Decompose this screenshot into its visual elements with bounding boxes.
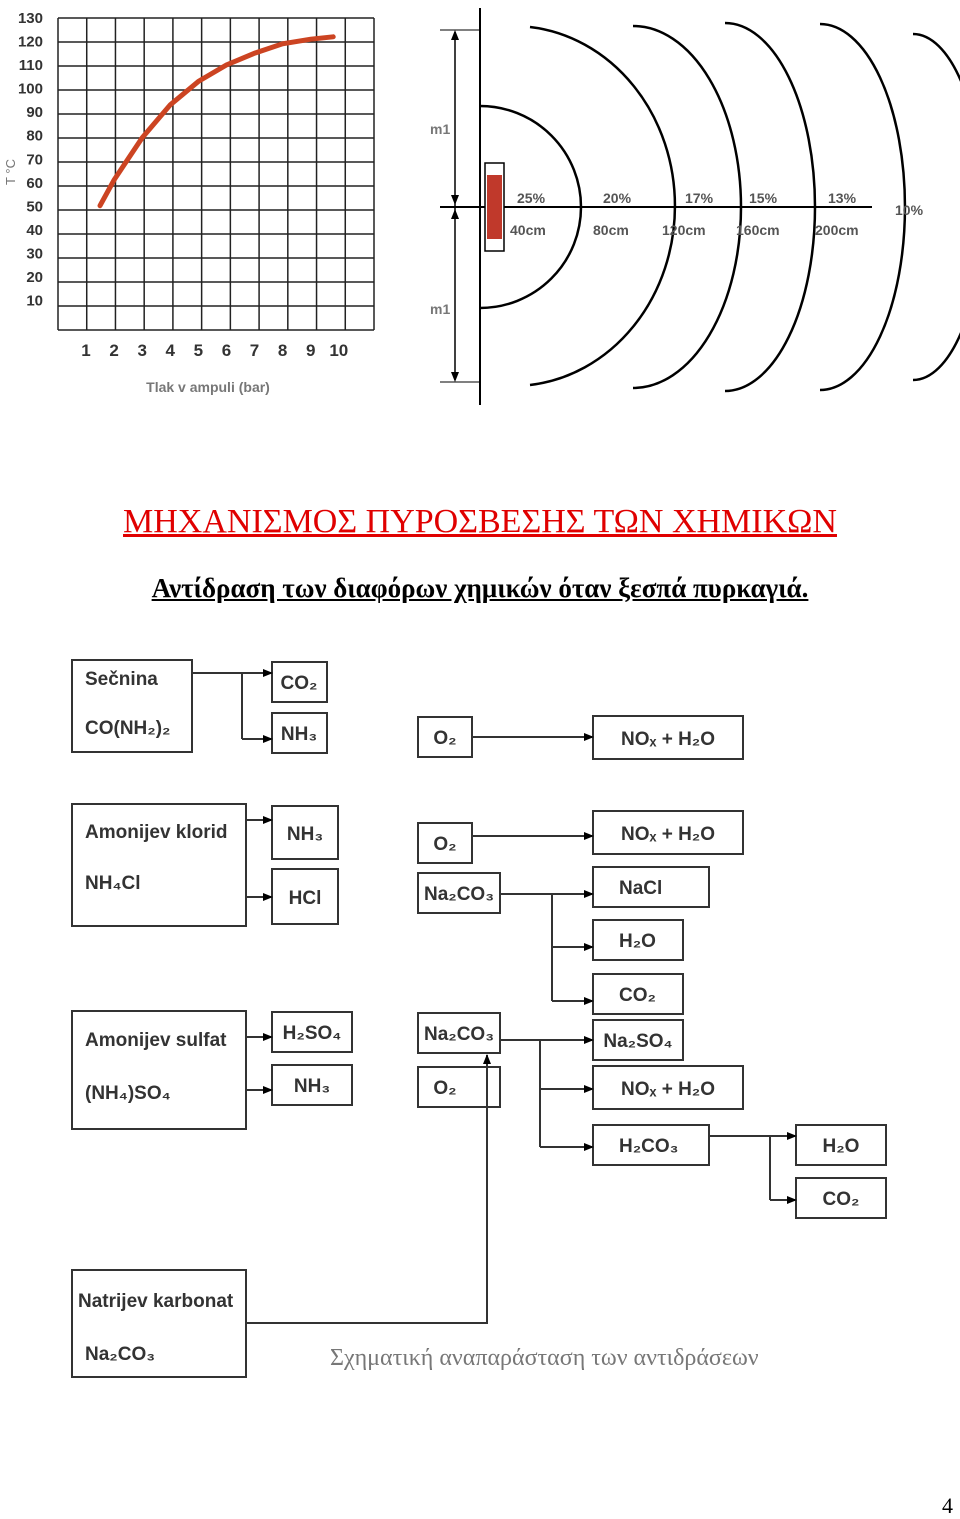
nh3-label: NH₃ (286, 824, 324, 845)
y-tick-label: 110 (18, 57, 43, 75)
x-tick-label: 8 (277, 341, 288, 360)
m1-top-label: m1 (430, 121, 451, 137)
h2co3-label: H₂CO₃ (619, 1136, 679, 1157)
chart-x-label: Tlak v ampuli (bar) (146, 379, 270, 395)
y-tick-label: 100 (17, 80, 43, 98)
o2-label: O₂ (433, 1078, 457, 1099)
zone-percent-3: 17% (685, 190, 714, 206)
y-tick-label: 60 (26, 174, 43, 192)
concentration-zone-diagram (400, 0, 960, 410)
zone-percent-6: 10% (895, 202, 924, 218)
arrow-up-icon (451, 30, 459, 40)
ammonium-sulfate-formula: (NH₄)SO₄ (85, 1083, 171, 1104)
connector (500, 1040, 540, 1147)
na2co3-label: Na₂CO₃ (423, 884, 495, 905)
hcl-label: HCl (288, 888, 322, 909)
connector (709, 1136, 770, 1200)
o2-label: O₂ (433, 728, 457, 749)
zone-distance-2: 80cm (593, 222, 629, 238)
y-tick-label: 20 (26, 269, 43, 287)
temperature-pressure-chart (0, 0, 400, 410)
page-title: ΜΗΧΑΝΙΣΜΟΣ ΠΥΡΟΣΒΕΣΗΣ ΤΩΝ ΧΗΜΙΚΩΝ (123, 503, 837, 540)
nox-label: NOₓ + H₂O (620, 824, 716, 845)
zone-distance-3: 120cm (662, 222, 706, 238)
urea-formula: CO(NH₂)₂ (85, 718, 171, 739)
y-tick-label: 80 (26, 127, 43, 145)
x-tick-label: 1 (81, 341, 91, 360)
page-number: 4 (942, 1493, 953, 1518)
nh3-label: NH₃ (293, 1076, 331, 1097)
urea-name: Sečnina (85, 669, 158, 690)
zone-distance-5: 200cm (815, 222, 859, 238)
x-tick-label: 4 (165, 341, 176, 360)
na2so4-label: Na₂SO₄ (603, 1031, 673, 1052)
h2o-label: H₂O (619, 931, 656, 952)
x-tick-label: 2 (109, 341, 119, 360)
figure-caption: Σχηματική αναπαράσταση των αντιδράσεων (330, 1345, 759, 1371)
y-tick-label: 70 (26, 151, 43, 169)
x-tick-label: 10 (329, 341, 349, 360)
ammonium-chloride-formula: NH₄Cl (85, 873, 141, 894)
h2so4-label: H₂SO₄ (282, 1023, 342, 1044)
y-tick-label: 90 (26, 104, 43, 122)
y-tick-label: 120 (17, 33, 43, 51)
zone-percent-2: 20% (603, 190, 632, 206)
x-tick-label: 3 (137, 341, 147, 360)
cylinder-fill (487, 175, 502, 239)
y-tick-label: 130 (17, 10, 43, 27)
arrow-up-icon (451, 209, 459, 219)
co2-label: CO₂ (822, 1189, 860, 1210)
chart-grid (58, 18, 374, 330)
nacl-label: NaCl (619, 878, 663, 899)
zone-percent-4: 15% (749, 190, 778, 206)
chart-y-ticks (18, 10, 43, 310)
o2-label: O₂ (433, 834, 457, 855)
nox-label: NOₓ + H₂O (620, 1079, 716, 1100)
zone-distance-4: 160cm (736, 222, 780, 238)
zone-percent-5: 13% (828, 190, 857, 206)
sodium-carbonate-formula: Na₂CO₃ (85, 1344, 156, 1365)
zone-distance-1: 40cm (510, 222, 546, 238)
na2co3-label: Na₂CO₃ (423, 1024, 495, 1045)
h2o-label: H₂O (822, 1136, 860, 1157)
page-subtitle: Αντίδραση των διαφόρων χημικών όταν ξεσπά πυρκαγιά. (151, 573, 809, 603)
y-tick-label: 50 (26, 198, 43, 216)
connector (192, 673, 242, 739)
y-tick-label: 40 (26, 221, 43, 239)
sodium-carbonate-name: Natrijev karbonat (78, 1291, 234, 1312)
y-tick-label: 30 (26, 245, 43, 263)
co2-label: CO₂ (619, 985, 656, 1006)
y-tick-label: 10 (26, 292, 43, 310)
m1-bottom-label: m1 (430, 301, 451, 317)
temperature-curve (100, 37, 333, 206)
zone-percent-1: 25% (517, 190, 546, 206)
ammonium-sulfate-name: Amonijev sulfat (85, 1030, 227, 1051)
chart-x-ticks (81, 341, 348, 360)
reaction-scheme (0, 640, 960, 1400)
x-tick-label: 5 (193, 341, 204, 360)
nox-label: NOₓ + H₂O (620, 729, 716, 750)
co2-label: CO₂ (280, 673, 318, 694)
x-tick-label: 7 (249, 341, 260, 360)
x-tick-label: 6 (221, 341, 232, 360)
arrow-down-icon (451, 372, 459, 382)
arrow-down-icon (451, 195, 459, 205)
nh3-label: NH₃ (280, 724, 318, 745)
chart-y-label: T °C (3, 159, 18, 185)
x-tick-label: 9 (305, 341, 316, 360)
ammonium-sulfate-box (72, 1011, 246, 1129)
ammonium-chloride-name: Amonijev klorid (85, 822, 228, 843)
